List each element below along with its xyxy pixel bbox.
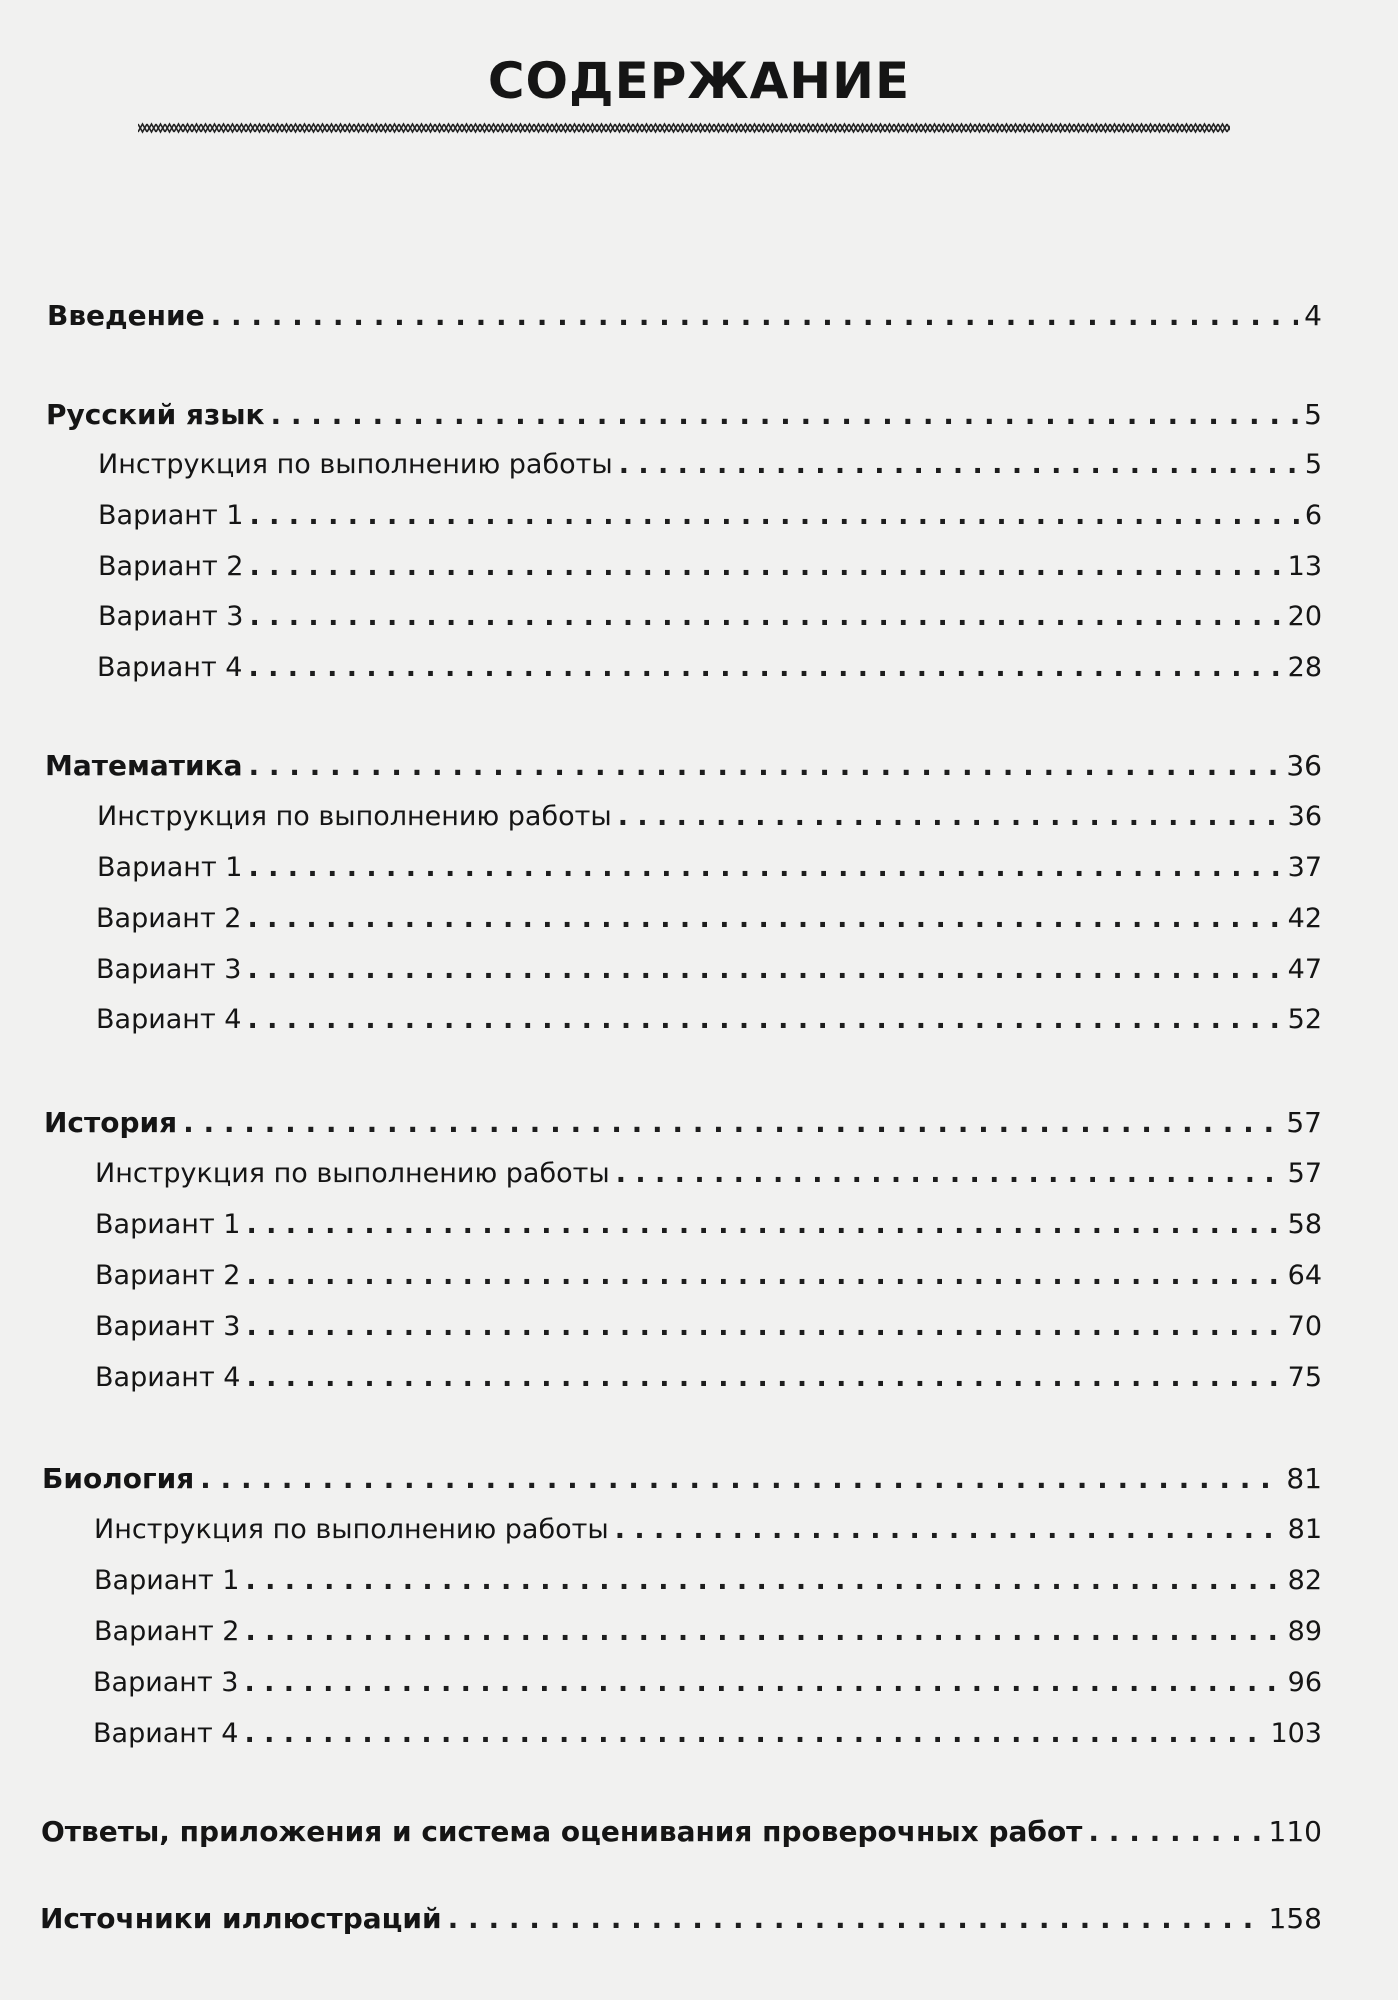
toc-label: Вариант 3 — [93, 1667, 239, 1698]
dot-leader — [1088, 1812, 1262, 1852]
toc-label: Вариант 4 — [93, 1718, 239, 1749]
toc-page-number: 5 — [1304, 449, 1322, 480]
toc-label: Вариант 4 — [95, 1362, 241, 1393]
toc-section — [41, 1812, 1322, 1852]
toc-page-number: 57 — [1287, 1158, 1322, 1189]
toc-label: Вариант 1 — [98, 500, 244, 531]
toc-label: Инструкция по выполнению работы — [95, 1158, 610, 1189]
toc-entry — [94, 1561, 1322, 1601]
toc-section — [40, 1899, 1322, 1939]
dot-leader — [200, 1459, 1280, 1499]
toc-entry — [96, 950, 1322, 990]
toc-entry — [97, 648, 1322, 688]
toc-page-number: 89 — [1287, 1616, 1322, 1647]
toc-section — [45, 746, 1322, 786]
toc-page-number: 70 — [1287, 1311, 1322, 1342]
toc-page-number: 110 — [1268, 1815, 1322, 1848]
toc-section — [47, 296, 1322, 336]
toc-page-number: 47 — [1287, 954, 1322, 985]
toc-label: Инструкция по выполнению работы — [97, 801, 612, 832]
toc-page-number: 158 — [1268, 1902, 1322, 1935]
dot-leader — [248, 648, 1281, 688]
toc-page-number: 81 — [1286, 1462, 1322, 1495]
dot-leader — [248, 848, 1281, 888]
toc-page-number: 6 — [1304, 500, 1322, 531]
toc-label: Вариант 4 — [97, 652, 243, 683]
toc-label: Вариант 3 — [96, 954, 242, 985]
toc-label: Инструкция по выполнению работы — [98, 449, 613, 480]
dot-leader — [246, 1256, 1281, 1296]
toc-page-number: 13 — [1287, 551, 1322, 582]
dot-leader — [245, 1612, 1281, 1652]
toc-page-number: 37 — [1287, 852, 1322, 883]
toc-label: Вариант 2 — [98, 551, 244, 582]
dot-leader — [249, 597, 1281, 637]
toc-page-number: 5 — [1304, 398, 1322, 431]
toc-entry — [98, 547, 1322, 587]
toc-entry — [98, 445, 1322, 485]
toc-label: Вариант 4 — [96, 1004, 242, 1035]
toc-label: Источники иллюстраций — [40, 1902, 442, 1935]
dot-leader — [245, 1561, 1281, 1601]
toc-entry — [95, 1307, 1322, 1347]
toc-section — [44, 1103, 1322, 1143]
toc-page-number: 42 — [1287, 903, 1322, 934]
page-title: СОДЕРЖАНИЕ — [487, 52, 911, 110]
toc-label: Вариант 1 — [95, 1209, 241, 1240]
dot-leader — [183, 1103, 1280, 1143]
toc-page-number: 75 — [1287, 1362, 1322, 1393]
toc-page-number: 20 — [1287, 601, 1322, 632]
toc-label: История — [44, 1106, 178, 1139]
toc-page-number: 64 — [1287, 1260, 1322, 1291]
toc-label: Вариант 1 — [97, 852, 243, 883]
dot-leader — [247, 899, 1281, 939]
toc-label: Вариант 3 — [98, 601, 244, 632]
toc-label: Биология — [42, 1462, 195, 1495]
toc-entry — [94, 1510, 1322, 1550]
toc-label: Ответы, приложения и система оценивания проверочных работ — [41, 1815, 1083, 1848]
toc-page-number: 36 — [1286, 749, 1322, 782]
toc-label: Вариант 2 — [94, 1616, 240, 1647]
toc-page-number: 82 — [1287, 1565, 1322, 1596]
toc-entry — [95, 1154, 1322, 1194]
dot-leader — [244, 1714, 1264, 1754]
toc-page-number: 52 — [1287, 1004, 1322, 1035]
dot-leader — [249, 746, 1281, 786]
toc-entry — [95, 1205, 1322, 1245]
dot-leader — [249, 496, 1298, 536]
toc-entry — [94, 1612, 1322, 1652]
dot-leader — [615, 1510, 1282, 1550]
toc-label: Вариант 1 — [94, 1565, 240, 1596]
toc-page-number: 81 — [1287, 1514, 1322, 1545]
toc-page-number: 36 — [1287, 801, 1322, 832]
toc-entry — [97, 797, 1322, 837]
toc-entry — [96, 899, 1322, 939]
dot-leader — [271, 395, 1299, 435]
dot-leader — [618, 797, 1282, 837]
toc-entry — [98, 496, 1322, 536]
toc-entry — [97, 848, 1322, 888]
toc-entry — [95, 1358, 1322, 1398]
toc-page-number: 57 — [1286, 1106, 1322, 1139]
dot-leader — [211, 296, 1299, 336]
toc-page-number: 103 — [1270, 1718, 1322, 1749]
dot-leader — [246, 1205, 1281, 1245]
toc-page-number: 58 — [1287, 1209, 1322, 1240]
dot-leader — [247, 1000, 1281, 1040]
toc-label: Введение — [47, 299, 205, 332]
dot-leader — [246, 1307, 1281, 1347]
toc-label: Вариант 2 — [95, 1260, 241, 1291]
toc-label: Русский язык — [46, 398, 265, 431]
toc-page-number: 28 — [1287, 652, 1322, 683]
dot-leader — [249, 547, 1281, 587]
toc-label: Математика — [45, 749, 243, 782]
toc-page-number: 4 — [1304, 299, 1322, 332]
toc-entry — [93, 1663, 1322, 1703]
dot-leader — [246, 1358, 1281, 1398]
dot-leader — [616, 1154, 1282, 1194]
dot-leader — [247, 950, 1281, 990]
toc-section — [46, 395, 1322, 435]
toc-entry — [96, 1000, 1322, 1040]
toc-page-number: 96 — [1287, 1667, 1322, 1698]
dot-leader — [619, 445, 1299, 485]
toc-label: Инструкция по выполнению работы — [94, 1514, 609, 1545]
toc-entry — [95, 1256, 1322, 1296]
toc-section — [42, 1459, 1322, 1499]
toc-entry — [93, 1714, 1322, 1754]
toc-label: Вариант 2 — [96, 903, 242, 934]
dot-leader — [448, 1899, 1263, 1939]
dot-leader — [244, 1663, 1281, 1703]
toc-entry — [98, 597, 1322, 637]
toc-label: Вариант 3 — [95, 1311, 241, 1342]
